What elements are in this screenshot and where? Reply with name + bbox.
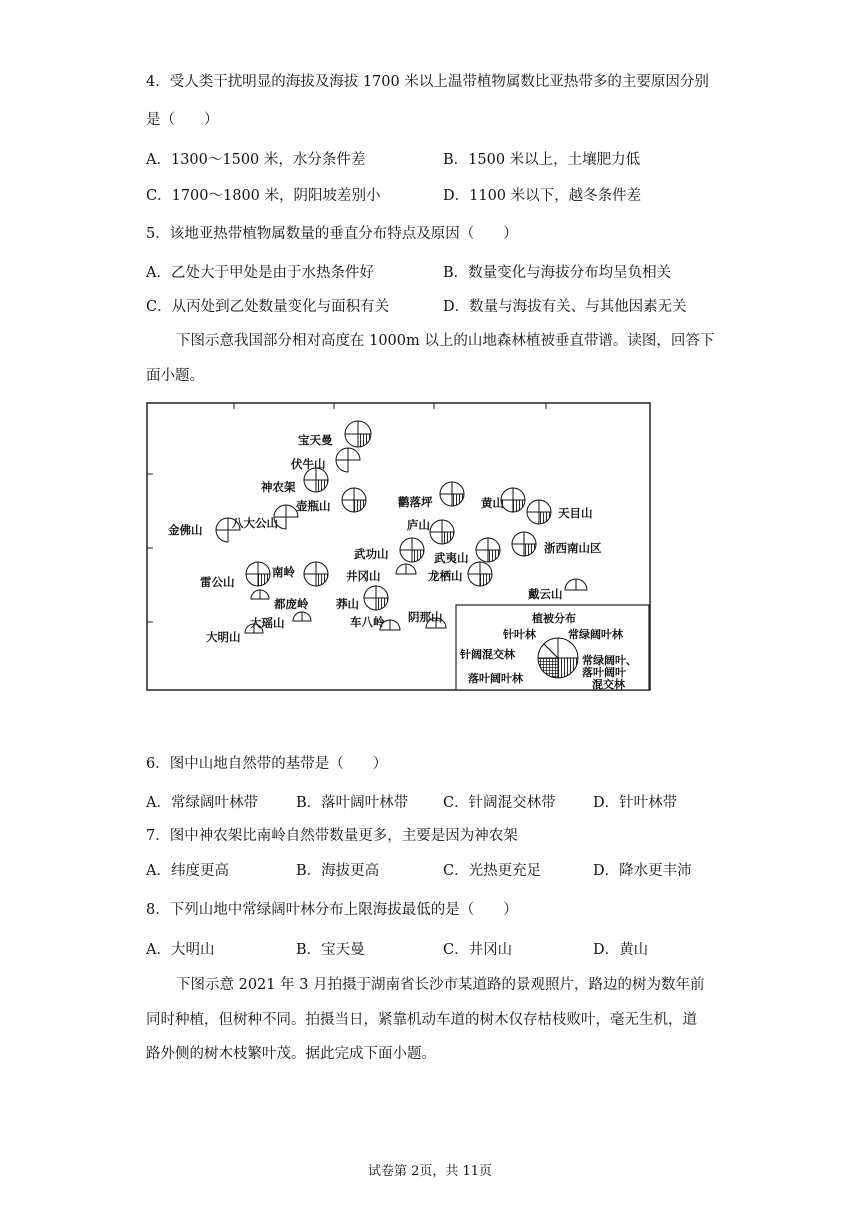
mountain-pie	[527, 500, 551, 524]
q5-option-c: C．从丙处到乙处数量变化与面积有关	[146, 299, 390, 315]
mountain-label: 鹳落坪	[398, 495, 433, 509]
mountain-label: 武夷山	[434, 551, 469, 565]
legend-mixed-ed-label-2: 落叶阔叶	[582, 666, 626, 679]
q8-option-d: D．黄山	[593, 942, 649, 958]
mountain-pie	[501, 488, 525, 512]
q5-option-d: D．数量与海拔有关、与其他因素无关	[443, 299, 687, 315]
mountain-label: 武功山	[354, 547, 389, 561]
q8-option-c: C．井冈山	[443, 942, 513, 958]
legend-deciduous-label: 落叶阔叶林	[468, 672, 523, 685]
mountain-label: 车八岭	[350, 615, 385, 629]
q5-option-b: B．数量变化与海拔分布均呈负相关	[443, 265, 672, 281]
q6-stem: 6．图中山地自然带的基带是（ ）	[146, 756, 388, 772]
photo-intro-line1: 下图示意 2021 年 3 月拍摄于湖南省长沙市某道路的景观照片，路边的树为数年前	[176, 977, 705, 993]
legend-needle-label: 针叶林	[503, 628, 536, 641]
vegetation-zone-map	[146, 402, 652, 692]
mountain-label: 大明山	[206, 630, 241, 644]
q4-option-c: C．1700～1800 米，阴阳坡差别小	[146, 188, 381, 204]
q4-stem-line1: 4．受人类干扰明显的海拔及海拔 1700 米以上温带植物属数比亚热带多的主要原因分别	[146, 74, 709, 90]
legend-mixed-ed-label-1: 常绿阔叶、	[582, 654, 637, 667]
mountain-label: 戴云山	[528, 587, 563, 601]
legend-evergreen-label: 常绿阔叶林	[568, 628, 623, 641]
mountain-pie	[476, 538, 500, 562]
mountain-label: 八大公山	[232, 516, 278, 530]
mountain-label: 天目山	[558, 506, 593, 520]
mountain-pie	[430, 520, 454, 544]
q8-stem: 8．下列山地中常绿阔叶林分布上限海拔最低的是（ ）	[146, 902, 518, 918]
mountain-pie	[400, 538, 424, 562]
page-footer: 试卷第 2页，共 11页	[367, 1164, 493, 1179]
mountain-pie	[304, 562, 328, 586]
mountain-label: 壶瓶山	[296, 499, 331, 513]
mountain-label: 都庞岭	[274, 597, 309, 611]
mountain-pie	[304, 468, 328, 492]
mountain-label: 阴那山	[408, 610, 443, 624]
q7-option-d: D．降水更丰沛	[593, 863, 692, 879]
q5-stem: 5．该地亚热带植物属数量的垂直分布特点及原因（ ）	[146, 226, 518, 242]
q4-stem-line2: 是（ ）	[146, 112, 219, 128]
photo-intro-line2: 同时种植，但树种不同。拍摄当日，紧靠机动车道的树木仅存枯枝败叶，毫无生机，道	[146, 1012, 697, 1028]
legend-mixed-ed-label-3: 混交林	[592, 678, 625, 691]
mountain-label: 龙栖山	[428, 569, 463, 583]
mountain-pie	[345, 421, 371, 447]
map-intro-line1: 下图示意我国部分相对高度在 1000m 以上的山地森林植被垂直带谱。读图，回答下	[176, 333, 715, 349]
q6-option-d: D．针叶林带	[593, 795, 678, 811]
q4-option-d: D．1100 米以下，越冬条件差	[443, 188, 642, 204]
legend-mixed-cb-label: 针阔混交林	[460, 648, 515, 661]
mountain-label: 伏牛山	[291, 457, 326, 471]
mountain-pie	[440, 482, 464, 506]
mountain-label: 黄山	[481, 496, 504, 510]
mountain-pie	[342, 488, 366, 512]
mountain-label: 南岭	[272, 565, 295, 579]
mountain-label: 金佛山	[168, 523, 203, 537]
mountain-label: 井冈山	[346, 569, 381, 583]
mountain-label: 浙西南山区	[544, 541, 602, 555]
mountain-label: 莽山	[336, 597, 359, 611]
q7-option-a: A．纬度更高	[146, 863, 229, 879]
mountain-label: 神农架	[261, 480, 296, 494]
mountain-pie	[468, 562, 492, 586]
q7-stem: 7．图中神农架比南岭自然带数量更多，主要是因为神农架	[146, 828, 518, 844]
q4-option-a: A．1300～1500 米，水分条件差	[146, 152, 366, 168]
mountain-pie	[246, 562, 270, 586]
q7-option-b: B．海拔更高	[296, 863, 380, 879]
mountain-label: 庐山	[407, 518, 430, 532]
q6-option-b: B．落叶阔叶林带	[296, 795, 409, 811]
mountain-pie	[512, 532, 536, 556]
mountain-label: 宝天曼	[298, 433, 333, 447]
legend-title: 植被分布	[532, 612, 576, 625]
mountain-label: 雷公山	[200, 575, 235, 589]
q8-option-b: B．宝天曼	[296, 942, 365, 958]
mountain-label: 大瑶山	[250, 616, 285, 630]
q6-option-c: C．针阔混交林带	[443, 795, 556, 811]
q4-option-b: B．1500 米以上，土壤肥力低	[443, 152, 641, 168]
q7-option-c: C．光热更充足	[443, 863, 542, 879]
q6-option-a: A．常绿阔叶林带	[146, 795, 258, 811]
mountain-pie	[364, 586, 388, 610]
legend-pie	[538, 638, 578, 678]
q8-option-a: A．大明山	[146, 942, 215, 958]
photo-intro-line3: 路外侧的树木枝繁叶茂。据此完成下面小题。	[146, 1046, 436, 1062]
q5-option-a: A．乙处大于甲处是由于水热条件好	[146, 265, 374, 281]
map-intro-line2: 面小题。	[146, 368, 204, 384]
